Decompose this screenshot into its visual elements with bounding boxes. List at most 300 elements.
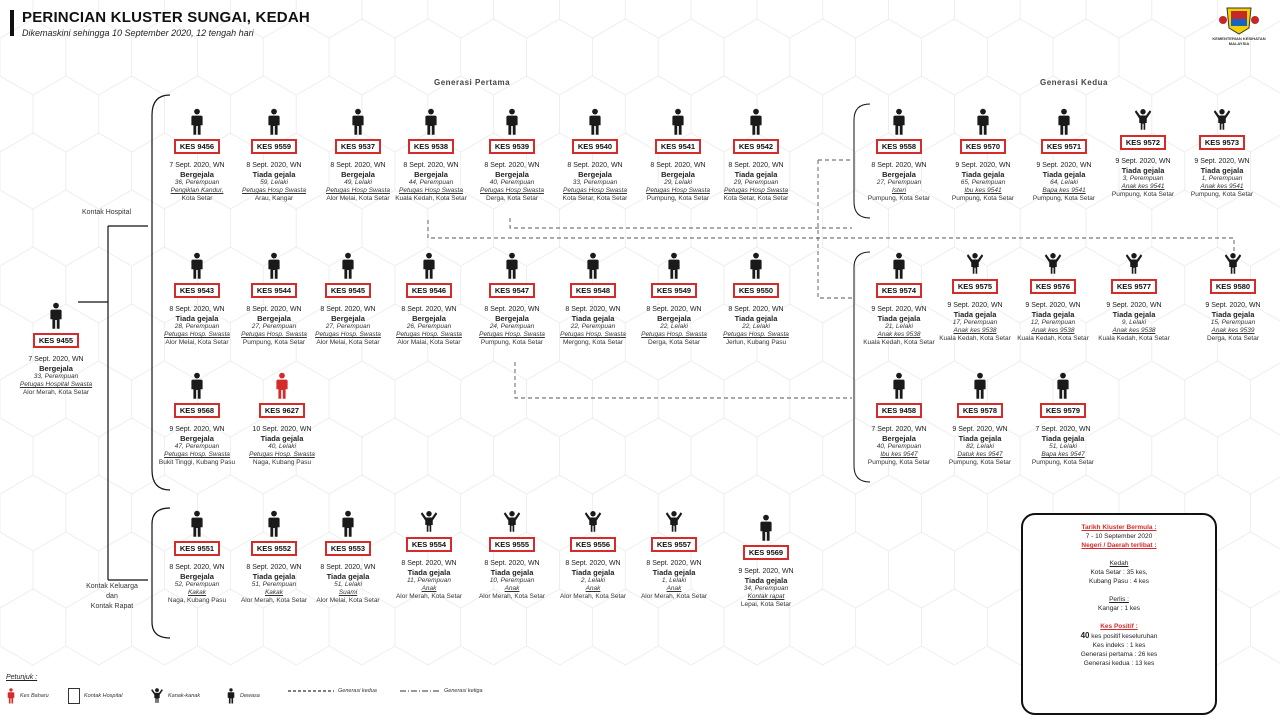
summary-kubang-pasu: Kubang Pasu : 4 kes — [1089, 578, 1149, 585]
case-date: 9 Sept. 2020, WN — [1194, 158, 1250, 165]
legend-gen3-line — [400, 688, 483, 694]
summary-total — [1023, 631, 1215, 641]
case-status: Bergejala — [578, 170, 612, 179]
case-node — [1189, 252, 1277, 343]
case-date: 8 Sept. 2020, WN — [403, 162, 459, 169]
legend-hospital-contact — [68, 688, 123, 704]
case-date: 8 Sept. 2020, WN — [565, 560, 621, 567]
case-relation: Petugas Hosp. Swasta — [315, 331, 381, 338]
adult-figure-icon — [975, 108, 991, 136]
case-relation: Anak kes 9538 — [1112, 327, 1156, 334]
dashed-line-icon — [288, 689, 334, 693]
case-location: Kuala Kedah, Kota Setar — [863, 339, 935, 346]
case-status: Bergejala — [661, 170, 695, 179]
case-status: Bergejala — [882, 170, 916, 179]
summary-positive-title: Kes Positif : — [1100, 623, 1138, 630]
case-location: Arau, Kangar — [254, 195, 294, 202]
case-date: 9 Sept. 2020, WN — [952, 426, 1008, 433]
case-id-badge: KES 9578 — [957, 403, 1003, 418]
family-contact-label — [80, 582, 144, 612]
case-node — [939, 108, 1027, 203]
case-location: Alor Melai, Kota Setar — [316, 339, 380, 346]
box-icon — [68, 688, 80, 704]
hospital-contact-label: Kontak Hospital — [82, 209, 132, 216]
case-id-badge: KES 9537 — [335, 139, 381, 154]
gen2-heading: Generasi Kedua — [1040, 78, 1108, 87]
legend-adult — [226, 688, 260, 704]
dotdash-line-icon — [400, 689, 440, 693]
case-status: Bergejala — [180, 572, 214, 581]
case-demographic: 44, Perempuan — [408, 179, 454, 186]
summary-gen2-cases: Generasi kedua : 13 kes — [1083, 660, 1155, 667]
case-status: Tiada gejala — [744, 576, 788, 585]
case-date: 9 Sept. 2020, WN — [947, 302, 1003, 309]
summary-start-title: Tarikh Kluster Bermula : — [1081, 524, 1157, 531]
case-id-badge: KES 9554 — [406, 537, 452, 552]
case-status: Bergejala — [414, 170, 448, 179]
adult-figure-icon — [504, 252, 520, 280]
case-location: Pumpung, Kota Setar — [951, 195, 1015, 202]
case-demographic: 1, Perempuan — [1201, 175, 1243, 182]
case-date: 8 Sept. 2020, WN — [646, 306, 702, 313]
case-status: Tiada gejala — [1200, 166, 1244, 175]
case-date: 8 Sept. 2020, WN — [246, 564, 302, 571]
family-label-line2: dan — [106, 593, 118, 600]
child-figure-icon — [584, 510, 602, 534]
child-figure-icon — [1134, 108, 1152, 132]
adult-figure-icon — [748, 252, 764, 280]
case-demographic: 26, Perempuan — [406, 323, 452, 330]
case-date: 9 Sept. 2020, WN — [1036, 162, 1092, 169]
case-location: Pumpung, Kota Setar — [867, 195, 931, 202]
case-demographic: 1, Lelaki — [661, 577, 687, 584]
case-status: Tiada gejala — [326, 572, 370, 581]
adult-figure-icon — [891, 252, 907, 280]
adult-figure-icon — [748, 108, 764, 136]
case-node — [304, 510, 392, 605]
case-status: Bergejala — [180, 170, 214, 179]
case-node — [153, 252, 241, 347]
case-relation: Petugas Hosp. Swasta — [479, 331, 545, 338]
case-date: 8 Sept. 2020, WN — [484, 162, 540, 169]
case-node — [712, 108, 800, 203]
case-location: Alor Malai, Kota Setar — [397, 339, 461, 346]
coat-of-arms-icon — [1219, 4, 1259, 36]
legend-new-case-label: Kes Baharu — [20, 693, 49, 699]
case-date: 9 Sept. 2020, WN — [955, 162, 1011, 169]
adult-figure-icon — [189, 510, 205, 538]
case-relation: Petugas Hosp. Swasta — [723, 331, 789, 338]
case-date: 8 Sept. 2020, WN — [320, 306, 376, 313]
case-date: 9 Sept. 2020, WN — [1106, 302, 1162, 309]
case-relation: Kontak rapat — [747, 593, 785, 600]
case-id-badge: KES 9550 — [733, 283, 779, 298]
case-relation: Petugas Hosp. Swasta — [164, 451, 230, 458]
case-node — [630, 252, 718, 347]
case-id-badge: KES 9540 — [572, 139, 618, 154]
case-status: Bergejala — [882, 434, 916, 443]
case-date: 8 Sept. 2020, WN — [401, 560, 457, 567]
case-relation: Anak — [504, 585, 520, 592]
case-location: Mergong, Kota Setar — [563, 339, 623, 346]
summary-perlis: Perlis : — [1109, 596, 1129, 603]
case-node — [153, 510, 241, 605]
case-date: 8 Sept. 2020, WN — [728, 306, 784, 313]
case-id-badge: KES 9577 — [1111, 279, 1157, 294]
case-id-badge: KES 9571 — [1041, 139, 1087, 154]
case-demographic: 28, Perempuan — [174, 323, 220, 330]
case-demographic: 64, Lelaki — [1050, 179, 1078, 186]
case-node — [238, 372, 326, 467]
case-node — [304, 252, 392, 347]
adult-figure-icon — [274, 372, 290, 400]
case-location: Kuala Kedah, Kota Setar — [1098, 335, 1170, 342]
case-demographic: 27, Perempuan — [325, 323, 371, 330]
case-status: Tiada gejala — [175, 314, 219, 323]
family-label-line3: Kontak Rapat — [90, 603, 134, 610]
case-node — [634, 108, 722, 203]
adult-figure-icon — [587, 108, 603, 136]
case-relation: Kakak — [187, 589, 207, 596]
case-id-badge: KES 9569 — [743, 545, 789, 560]
case-node — [468, 252, 556, 347]
gen1-heading: Generasi Pertama — [434, 78, 511, 87]
case-location: Pumpung, Kota Setar — [948, 459, 1012, 466]
case-status: Tiada gejala — [407, 568, 451, 577]
case-demographic: 17, Perempuan — [952, 319, 998, 326]
case-location: Jerlun, Kubang Pasu — [725, 339, 787, 346]
case-node — [12, 302, 100, 397]
case-relation: Anak kes 9538 — [1031, 327, 1075, 334]
case-relation: Petugas Hosp Swasta — [326, 187, 390, 194]
case-status: Tiada gejala — [1112, 310, 1156, 319]
case-id-badge: KES 9548 — [570, 283, 616, 298]
case-location: Pumpung, Kota Setar — [1111, 191, 1175, 198]
adult-figure-icon — [1055, 372, 1071, 400]
case-id-badge: KES 9542 — [733, 139, 779, 154]
case-status: Tiada gejala — [1121, 166, 1165, 175]
summary-gen1-cases: Generasi pertama : 26 kes — [1080, 651, 1158, 658]
case-node — [1019, 372, 1107, 467]
case-node — [153, 372, 241, 467]
case-id-badge: KES 9556 — [570, 537, 616, 552]
case-demographic: 27, Perempuan — [876, 179, 922, 186]
case-node — [630, 510, 718, 601]
case-id-badge: KES 9575 — [952, 279, 998, 294]
case-location: Alor Melai, Kota Setar — [165, 339, 229, 346]
case-location: Derga, Kota Setar — [1206, 335, 1260, 342]
child-figure-icon — [966, 252, 984, 276]
case-location: Lepai, Kota Setar — [740, 601, 792, 608]
case-demographic: 40, Lelaki — [268, 443, 296, 450]
case-id-badge: KES 9547 — [489, 283, 535, 298]
case-date: 10 Sept. 2020, WN — [252, 426, 312, 433]
case-date: 8 Sept. 2020, WN — [565, 306, 621, 313]
case-status: Bergejala — [39, 364, 73, 373]
case-status: Tiada gejala — [260, 434, 304, 443]
adult-figure-icon — [891, 372, 907, 400]
case-date: 8 Sept. 2020, WN — [728, 162, 784, 169]
case-status: Tiada gejala — [734, 170, 778, 179]
case-relation: Bapa kes 9541 — [1042, 187, 1086, 194]
case-demographic: 34, Perempuan — [743, 585, 789, 592]
case-date: 9 Sept. 2020, WN — [738, 568, 794, 575]
case-demographic: 51, Lelaki — [1049, 443, 1077, 450]
case-status: Tiada gejala — [1041, 434, 1085, 443]
adult-figure-icon — [670, 108, 686, 136]
case-id-badge: KES 9458 — [876, 403, 922, 418]
case-node — [385, 252, 473, 347]
case-demographic: 51, Lelaki — [334, 581, 362, 588]
case-status: Tiada gejala — [1211, 310, 1255, 319]
case-date: 8 Sept. 2020, WN — [330, 162, 386, 169]
case-relation: Datuk kes 9547 — [957, 451, 1003, 458]
case-node — [230, 108, 318, 203]
adult-figure-icon — [585, 252, 601, 280]
case-date: 9 Sept. 2020, WN — [871, 306, 927, 313]
case-id-badge: KES 9580 — [1210, 279, 1256, 294]
adult-figure-icon — [421, 252, 437, 280]
case-id-badge: KES 9539 — [489, 139, 535, 154]
case-id-badge: KES 9576 — [1030, 279, 1076, 294]
case-demographic: 15, Perempuan — [1210, 319, 1256, 326]
case-id-badge: KES 9546 — [406, 283, 452, 298]
case-location: Kuala Kedah, Kota Setar — [1017, 335, 1089, 342]
case-relation: Ibu kes 9547 — [880, 451, 918, 458]
case-id-badge: KES 9552 — [251, 541, 297, 556]
case-node — [468, 108, 556, 203]
case-location: Alor Melai, Kota Setar — [326, 195, 390, 202]
case-location: Pumpung, Kota Setar — [1032, 195, 1096, 202]
adult-figure-icon — [758, 514, 774, 542]
case-id-badge: KES 9568 — [174, 403, 220, 418]
case-demographic: 3, Perempuan — [1122, 175, 1164, 182]
child-icon — [150, 688, 164, 704]
adult-figure-icon — [504, 108, 520, 136]
adult-figure-icon — [189, 108, 205, 136]
page-subtitle: Dikemaskini sehingga 10 September 2020, 12 tengah hari — [22, 28, 254, 38]
case-status: Tiada gejala — [571, 314, 615, 323]
case-demographic: 65, Perempuan — [960, 179, 1006, 186]
case-id-badge: KES 9558 — [876, 139, 922, 154]
case-relation: Petugas Hosp Swasta — [563, 187, 627, 194]
case-location: Alor Melai, Kota Setar — [316, 597, 380, 604]
case-demographic: 49, Lelaki — [344, 179, 372, 186]
adult-figure-icon — [666, 252, 682, 280]
case-location: Pumpung, Kota Setar — [646, 195, 710, 202]
case-demographic: 10, Perempuan — [489, 577, 535, 584]
case-relation: Isteri — [891, 187, 907, 194]
child-figure-icon — [420, 510, 438, 534]
case-node — [1090, 252, 1178, 343]
case-node — [549, 252, 637, 347]
case-date: 9 Sept. 2020, WN — [1025, 302, 1081, 309]
summary-index-cases: Kes indeks : 1 kes — [1092, 642, 1146, 649]
case-date: 8 Sept. 2020, WN — [484, 306, 540, 313]
legend-gen3-label: Generasi ketiga — [444, 688, 483, 694]
case-date: 9 Sept. 2020, WN — [169, 426, 225, 433]
case-relation: Kakak — [264, 589, 284, 596]
case-status: Tiada gejala — [953, 310, 997, 319]
case-relation: Pengiklan Kandur, — [170, 187, 224, 194]
case-status: Bergejala — [257, 314, 291, 323]
case-location: Alor Merah, Kota Setar — [395, 593, 463, 600]
case-status: Bergejala — [657, 314, 691, 323]
case-status: Tiada gejala — [652, 568, 696, 577]
case-relation: Petugas Hosp. Swasta — [560, 331, 626, 338]
case-relation: Anak — [666, 585, 682, 592]
case-demographic: 82, Lelaki — [966, 443, 994, 450]
case-node — [385, 510, 473, 601]
case-date: 7 Sept. 2020, WN — [28, 356, 84, 363]
case-date: 8 Sept. 2020, WN — [650, 162, 706, 169]
title-accent-bar — [10, 10, 14, 36]
case-date: 7 Sept. 2020, WN — [1035, 426, 1091, 433]
case-relation: Anak kes 9539 — [1211, 327, 1255, 334]
case-node — [549, 510, 637, 601]
summary-kangar: Kangar : 1 kes — [1098, 605, 1140, 612]
child-figure-icon — [503, 510, 521, 534]
case-id-badge: KES 9572 — [1120, 135, 1166, 150]
case-status: Tiada gejala — [734, 314, 778, 323]
case-id-badge: KES 9551 — [174, 541, 220, 556]
case-node — [153, 108, 241, 203]
case-demographic: 51, Perempuan — [251, 581, 297, 588]
family-label-line1: Kontak Keluarga — [86, 583, 138, 590]
case-location: Kuala Kedah, Kota Setar — [939, 335, 1011, 342]
case-location: Bukit Tinggi, Kubang Pasu — [158, 459, 236, 466]
case-location: Alor Merah, Kota Setar — [22, 389, 90, 396]
case-status: Bergejala — [495, 170, 529, 179]
case-status: Tiada gejala — [958, 434, 1002, 443]
case-demographic: 2, Lelaki — [580, 577, 606, 584]
case-relation: Petugas Hosp. Swasta — [396, 331, 462, 338]
case-demographic: 21, Lelaki — [885, 323, 913, 330]
red-person-icon — [6, 688, 16, 704]
case-relation: Petugas Hosp. Swasta — [641, 331, 707, 338]
case-id-badge: KES 9559 — [251, 139, 297, 154]
case-location: Pumpung, Kota Setar — [1190, 191, 1254, 198]
adult-figure-icon — [340, 252, 356, 280]
case-status: Tiada gejala — [877, 314, 921, 323]
child-figure-icon — [1213, 108, 1231, 132]
case-location: Alor Merah, Kota Setar — [478, 593, 546, 600]
case-date: 8 Sept. 2020, WN — [169, 564, 225, 571]
child-figure-icon — [1224, 252, 1242, 276]
ministry-logo — [1212, 4, 1266, 46]
case-status: Tiada gejala — [1042, 170, 1086, 179]
case-id-badge: KES 9541 — [655, 139, 701, 154]
case-node — [1009, 252, 1097, 343]
case-relation: Anak kes 9538 — [877, 331, 921, 338]
adult-figure-icon — [350, 108, 366, 136]
child-figure-icon — [1125, 252, 1143, 276]
case-relation: Petugas Hosp Swasta — [399, 187, 463, 194]
case-node — [855, 372, 943, 467]
case-status: Tiada gejala — [490, 568, 534, 577]
case-location: Pumpung, Kota Setar — [480, 339, 544, 346]
case-node — [855, 108, 943, 203]
case-demographic: 24, Perempuan — [489, 323, 535, 330]
case-demographic: 52, Perempuan — [174, 581, 220, 588]
case-demographic: 22, Lelaki — [742, 323, 770, 330]
case-location: Pumpung, Kota Setar — [867, 459, 931, 466]
legend-children — [150, 688, 200, 704]
case-date: 7 Sept. 2020, WN — [169, 162, 225, 169]
legend-gen2-label: Generasi kedua — [338, 688, 377, 694]
legend-hospital-label: Kontak Hospital — [84, 693, 123, 699]
case-status: Bergejala — [180, 434, 214, 443]
case-demographic: 9, Lelaki — [1121, 319, 1147, 326]
case-status: Tiada gejala — [252, 572, 296, 581]
case-id-badge: KES 9543 — [174, 283, 220, 298]
case-demographic: 29, Perempuan — [733, 179, 779, 186]
case-location: Derga, Kota Setar — [485, 195, 539, 202]
summary-kota-setar: Kota Setar : 35 kes, — [1090, 569, 1148, 576]
summary-total-text: kes positif keseluruhan — [1091, 633, 1158, 640]
case-node — [1020, 108, 1108, 203]
adult-figure-icon — [1056, 108, 1072, 136]
adult-figure-icon — [972, 372, 988, 400]
case-date: 9 Sept. 2020, WN — [1205, 302, 1261, 309]
legend-adult-label: Dewasa — [240, 693, 260, 699]
case-date: 8 Sept. 2020, WN — [169, 306, 225, 313]
case-node — [855, 252, 943, 347]
case-relation: Petugas Hosp. Swasta — [164, 331, 230, 338]
adult-figure-icon — [266, 252, 282, 280]
case-id-badge: KES 9557 — [651, 537, 697, 552]
case-id-badge: KES 9553 — [325, 541, 371, 556]
case-relation: Petugas Hosp Swasta — [724, 187, 788, 194]
case-demographic: 27, Perempuan — [251, 323, 297, 330]
case-status: Tiada gejala — [252, 170, 296, 179]
adult-figure-icon — [266, 108, 282, 136]
case-location: Alor Merah, Kota Setar — [240, 597, 308, 604]
case-relation: Petugas Hosp. Swasta — [241, 331, 307, 338]
case-status: Tiada gejala — [961, 170, 1005, 179]
page-title: PERINCIAN KLUSTER SUNGAI, KEDAH — [22, 9, 310, 26]
case-node — [1099, 108, 1187, 199]
case-relation: Anak kes 9541 — [1200, 183, 1244, 190]
case-relation: Anak — [421, 585, 437, 592]
case-status: Tiada gejala — [1031, 310, 1075, 319]
case-location: Kuala Kedah, Kota Setar — [395, 195, 467, 202]
case-node — [1178, 108, 1266, 199]
case-status: Bergejala — [331, 314, 365, 323]
case-date: 9 Sept. 2020, WN — [1115, 158, 1171, 165]
adult-figure-icon — [48, 302, 64, 330]
adult-icon — [226, 688, 236, 704]
case-location: Pumpung, Kota Setar — [1031, 459, 1095, 466]
case-id-badge: KES 9574 — [876, 283, 922, 298]
legend-new-case — [6, 688, 49, 704]
case-node — [712, 252, 800, 347]
case-location: Kota Setar — [181, 195, 213, 202]
case-demographic: 22, Lelaki — [660, 323, 688, 330]
case-relation: Petugas Hosp Swasta — [480, 187, 544, 194]
case-demographic: 40, Perempuan — [876, 443, 922, 450]
case-demographic: 22, Perempuan — [570, 323, 616, 330]
case-status: Bergejala — [412, 314, 446, 323]
case-status: Bergejala — [341, 170, 375, 179]
case-node — [931, 252, 1019, 343]
case-demographic: 33, Perempuan — [572, 179, 618, 186]
case-demographic: 59, Lelaki — [260, 179, 288, 186]
case-date: 8 Sept. 2020, WN — [484, 560, 540, 567]
summary-total-count: 40 — [1080, 631, 1090, 640]
child-figure-icon — [1044, 252, 1062, 276]
case-status: Tiada gejala — [571, 568, 615, 577]
